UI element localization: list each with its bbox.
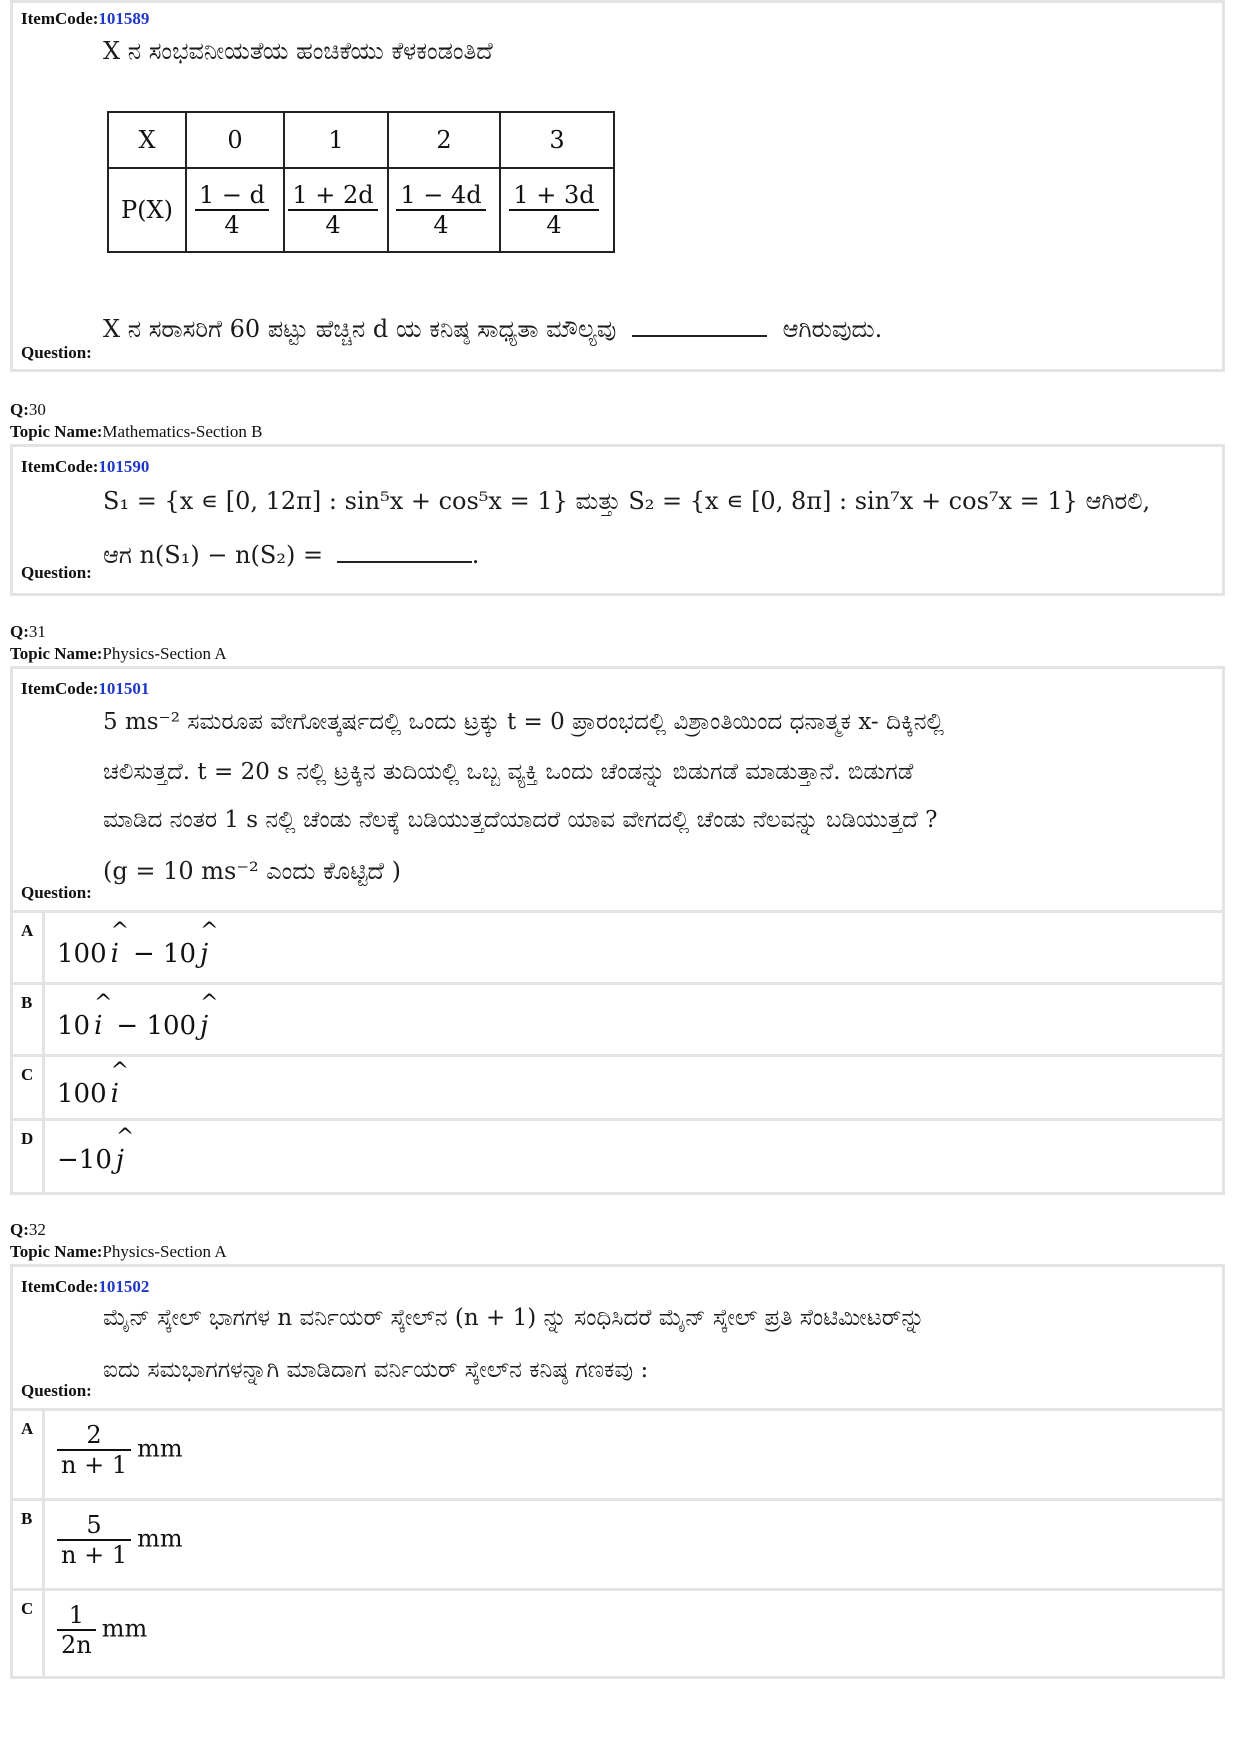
item-code: ItemCode:101502 bbox=[21, 1277, 150, 1296]
answer-blank bbox=[337, 561, 472, 563]
table-cell: 1 bbox=[284, 112, 388, 168]
question-line: S₁ = {x ∊ [0, 12π] : sin⁵x + cos⁵x = 1} ಮತ್ತು S₂ = {x ∊ [0, 8π] : sin⁷x + cos⁷x = 1} ಆಗಿರಲಿ, bbox=[103, 487, 1151, 515]
option-letter: C bbox=[21, 1599, 34, 1618]
question-number: Q:30 bbox=[10, 400, 46, 419]
option-value: $\frac{2}{n + 1}$ mm bbox=[57, 1421, 183, 1479]
option-a[interactable] bbox=[13, 910, 1222, 985]
table-cell: P(X) bbox=[108, 168, 186, 252]
question-line: ಐದು ಸಮಭಾಗಗಳನ್ನಾಗಿ ಮಾಡಿದಾಗ ವರ್ನಿಯರ್ ಸ್ಕೇಲ್‌ನ ಕನಿಷ್ಠ ಗಣಕವು : bbox=[103, 1357, 649, 1383]
question-number: Q:31 bbox=[10, 622, 46, 641]
question-line: 5 ms⁻² ಸಮರೂಪ ವೇಗೋತ್ಕರ್ಷದಲ್ಲಿ ಒಂದು ಟ್ರಕ್ಕು t = 0 ಪ್ರಾರಂಭದಲ್ಲಿ ವಿಶ್ರಾಂತಿಯಿಂದ ಧನಾತ್ಮಕ x- ದಿಕ್ಕಿನಲ್ಲಿ bbox=[103, 709, 944, 735]
question-line: ಮೈನ್ ಸ್ಕೇಲ್ ಭಾಗಗಳ n ವರ್ನಿಯರ್ ಸ್ಕೇಲ್‌ನ (n + 1) ನ್ನು ಸಂಧಿಸಿದರೆ ಮೈನ್ ಸ್ಕೇಲ್ ಪ್ರತಿ ಸೆಂಟಿಮೀಟರ್‌ನ್ನು bbox=[103, 1305, 925, 1331]
option-a[interactable] bbox=[13, 1408, 1222, 1501]
question-label: Question: bbox=[21, 883, 92, 902]
option-d[interactable] bbox=[13, 1118, 1222, 1195]
question-box-29 bbox=[10, 0, 1225, 372]
option-value: 100^ i − 10^ j bbox=[57, 939, 208, 969]
option-c[interactable] bbox=[13, 1588, 1222, 1679]
question-label: Question: bbox=[21, 343, 92, 362]
question-text: X ನ ಸರಾಸರಿಗೆ 60 ಪಟ್ಟು ಹೆಚ್ಚಿನ d ಯ ಕನಿಷ್ಠ ಸಾಧ್ಯತಾ ಮೌಲ್ಯವು ಆಗಿರುವುದು. bbox=[103, 315, 883, 343]
option-value: 10^ i − 100^ j bbox=[57, 1011, 208, 1041]
option-letter: B bbox=[21, 1509, 33, 1528]
option-value: −10^ j bbox=[57, 1145, 124, 1175]
option-letter: D bbox=[21, 1129, 34, 1148]
option-b[interactable] bbox=[13, 1498, 1222, 1591]
table-row bbox=[108, 112, 614, 168]
item-code-value: 101589 bbox=[98, 9, 150, 28]
topic-name: Topic Name:Mathematics-Section B bbox=[10, 422, 263, 441]
question-label: Question: bbox=[21, 1381, 92, 1400]
question-box-32 bbox=[10, 1264, 1225, 1679]
option-letter: A bbox=[21, 1419, 34, 1438]
item-code-value: 101590 bbox=[98, 457, 150, 476]
option-value: $\frac{5}{n + 1}$ mm bbox=[57, 1511, 183, 1569]
item-code: ItemCode:101501 bbox=[21, 679, 150, 698]
question-label: Question: bbox=[21, 563, 92, 582]
probability-table bbox=[107, 111, 615, 253]
table-row bbox=[108, 168, 614, 252]
answer-blank bbox=[632, 335, 767, 337]
option-b[interactable] bbox=[13, 982, 1222, 1057]
table-cell: $\frac{1 + 2d}{4}$ bbox=[284, 168, 388, 252]
item-code-value: 101501 bbox=[98, 679, 150, 698]
table-cell: $\frac{1 + 3d}{4}$ bbox=[500, 168, 614, 252]
question-line: ಆಗ n(S₁) − n(S₂) = . bbox=[103, 541, 480, 569]
option-c[interactable] bbox=[13, 1054, 1222, 1121]
item-code: ItemCode:101589 bbox=[21, 9, 150, 28]
option-letter: A bbox=[21, 921, 34, 940]
topic-name: Topic Name:Physics-Section A bbox=[10, 1242, 227, 1261]
item-code-value: 101502 bbox=[98, 1277, 150, 1296]
question-intro: X ನ ಸಂಭವನೀಯತೆಯ ಹಂಚಿಕೆಯು ಕೆಳಕಂಡಂತಿದೆ bbox=[103, 37, 493, 65]
table-cell: $\frac{1 - d}{4}$ bbox=[186, 168, 284, 252]
question-number: Q:32 bbox=[10, 1220, 46, 1239]
option-value: 100^ i bbox=[57, 1079, 119, 1109]
table-cell: X bbox=[108, 112, 186, 168]
option-letter: B bbox=[21, 993, 33, 1012]
table-cell: $\frac{1 - 4d}{4}$ bbox=[388, 168, 500, 252]
question-line: ಚಲಿಸುತ್ತದೆ. t = 20 s ನಲ್ಲಿ ಟ್ರಕ್ಕಿನ ತುದಿಯಲ್ಲಿ ಒಬ್ಬ ವ್ಯಕ್ತಿ ಒಂದು ಚೆಂಡನ್ನು ಬಿಡುಗಡೆ ಮಾಡುತ್ತಾನೆ. ಬಿಡುಗಡೆ bbox=[103, 759, 914, 785]
question-line: (g = 10 ms⁻² ಎಂದು ಕೊಟ್ಟಿದೆ ) bbox=[103, 857, 401, 885]
topic-name: Topic Name:Physics-Section A bbox=[10, 644, 227, 663]
table-cell: 0 bbox=[186, 112, 284, 168]
option-value: $\frac{1}{2n}$ mm bbox=[57, 1601, 147, 1659]
table-cell: 3 bbox=[500, 112, 614, 168]
question-box-30 bbox=[10, 444, 1225, 596]
question-line: ಮಾಡಿದ ನಂತರ 1 s ನಲ್ಲಿ ಚೆಂಡು ನೆಲಕ್ಕೆ ಬಡಿಯುತ್ತದೆಯಾದರೆ ಯಾವ ವೇಗದಲ್ಲಿ ಚೆಂಡು ನೆಲವನ್ನು ಬಡಿಯುತ್ತದೆ ? bbox=[103, 807, 938, 833]
question-box-31 bbox=[10, 666, 1225, 1195]
table-cell: 2 bbox=[388, 112, 500, 168]
option-letter: C bbox=[21, 1065, 34, 1084]
item-code: ItemCode:101590 bbox=[21, 457, 150, 476]
